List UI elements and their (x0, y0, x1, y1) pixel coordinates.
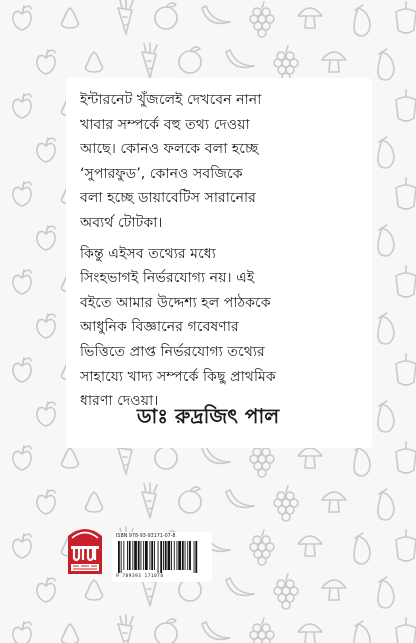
food-doodle-icon (13, 94, 31, 118)
food-doodle-icon (118, 615, 133, 643)
blurb-line: অব্যর্থ টোটকা। (80, 214, 163, 231)
food-doodle-icon (86, 492, 103, 512)
food-doodle-icon (37, 578, 55, 602)
food-doodle-icon (274, 574, 298, 609)
blurb-text (80, 88, 365, 414)
food-doodle-icon (179, 487, 201, 513)
blurb-line: সাহায্যে খাদ্য সম্পর্কে কিছু প্রাথমিক (80, 368, 276, 385)
blurb-paragraph-2 (80, 242, 365, 414)
food-doodle-icon (62, 8, 79, 28)
food-doodle-icon (298, 536, 322, 556)
food-doodle-icon (179, 47, 201, 73)
publisher-logo-icon (64, 522, 106, 580)
blurb-line: আছে। কোনও ফলকে বলা হচ্ছে (80, 141, 259, 158)
food-doodle-icon (226, 50, 254, 67)
food-doodle-icon (250, 530, 274, 565)
isbn-digits: 9 789393 171078 (116, 574, 164, 579)
food-doodle-icon (396, 530, 416, 561)
food-doodle-icon (298, 8, 322, 28)
food-doodle-icon (298, 448, 322, 468)
food-doodle-icon (37, 226, 55, 250)
isbn-barcode-box (112, 532, 212, 582)
author-name: ডাঃ রুদ্রজিৎ পাল (136, 404, 280, 428)
food-doodle-icon (155, 3, 177, 29)
food-doodle-icon (354, 445, 370, 476)
blurb-line: ধারণা দেওয়া। (80, 393, 159, 410)
blurb-line: বলা হচ্ছে ডায়াবেটিস সারানোর (80, 190, 256, 207)
food-doodle-icon (226, 578, 254, 595)
food-doodle-icon (142, 43, 157, 78)
food-doodle-icon (378, 225, 394, 256)
food-doodle-icon (274, 46, 298, 81)
food-doodle-icon (354, 621, 370, 643)
food-doodle-icon (396, 266, 416, 297)
food-doodle-icon (13, 6, 31, 30)
food-doodle-icon (322, 492, 346, 512)
food-doodle-icon (142, 483, 157, 518)
food-doodle-icon (86, 580, 103, 600)
blurb-line: আধুনিক বিজ্ঞানের গবেষণার (80, 319, 239, 336)
food-doodle-icon (155, 619, 177, 643)
food-doodle-icon (378, 489, 394, 520)
barcode-icon (118, 541, 206, 573)
food-doodle-icon (298, 624, 322, 643)
blurb-line: ‘সুপারফুড’, কোনও সবজিকে (80, 165, 243, 182)
blurb-line: ইন্টারনেট খুঁজলেই দেখবেন নানা (80, 92, 262, 108)
food-doodle-icon (396, 618, 416, 643)
food-doodle-icon (354, 5, 370, 36)
food-doodle-icon (37, 138, 55, 162)
food-doodle-icon (226, 490, 254, 507)
food-doodle-icon (396, 178, 416, 209)
blurb-line: সিংহভাগই নির্ভরযোগ্য নয়। এই (80, 270, 255, 287)
food-doodle-icon (13, 446, 31, 470)
food-doodle-icon (13, 358, 31, 382)
food-doodle-icon (322, 52, 346, 72)
food-doodle-icon (396, 90, 416, 121)
food-doodle-icon (354, 533, 370, 564)
food-doodle-icon (13, 270, 31, 294)
food-doodle-icon (378, 137, 394, 168)
food-doodle-icon (13, 534, 31, 558)
food-doodle-icon (13, 622, 31, 643)
food-doodle-icon (378, 49, 394, 80)
blurb-line: কিন্তু এইসব তথ্যের মধ্যে (80, 245, 216, 262)
publisher-logo (64, 522, 106, 580)
food-doodle-icon (378, 577, 394, 608)
food-doodle-icon (396, 354, 416, 385)
food-doodle-icon (274, 486, 298, 521)
food-doodle-icon (202, 6, 230, 23)
food-doodle-icon (118, 0, 133, 34)
food-doodle-icon (62, 624, 79, 643)
food-doodle-icon (250, 2, 274, 37)
food-doodle-icon (202, 446, 230, 463)
food-doodle-icon (37, 50, 55, 74)
food-doodle-icon (396, 442, 416, 473)
blurb-line: বইতে আমার উদ্দেশ্য হল পাঠককে (80, 294, 271, 311)
isbn-label: ISBN 978-93-93171-07-8 (116, 534, 176, 539)
food-doodle-icon (37, 490, 55, 514)
food-doodle-icon (86, 52, 103, 72)
blurb-line: খাবার সম্পর্কে বহু তথ্য দেওয়া (80, 116, 250, 133)
blurb-paragraph-1 (80, 88, 365, 236)
food-doodle-icon (322, 580, 346, 600)
food-doodle-icon (396, 2, 416, 33)
food-doodle-icon (378, 313, 394, 344)
food-doodle-icon (13, 182, 31, 206)
food-doodle-icon (202, 622, 230, 639)
food-doodle-icon (250, 618, 274, 643)
blurb-line: ভিত্তিতে প্রাপ্ত নির্ভরযোগ্য তথ্যের (80, 343, 265, 360)
food-doodle-icon (37, 314, 55, 338)
food-doodle-icon (62, 448, 79, 468)
